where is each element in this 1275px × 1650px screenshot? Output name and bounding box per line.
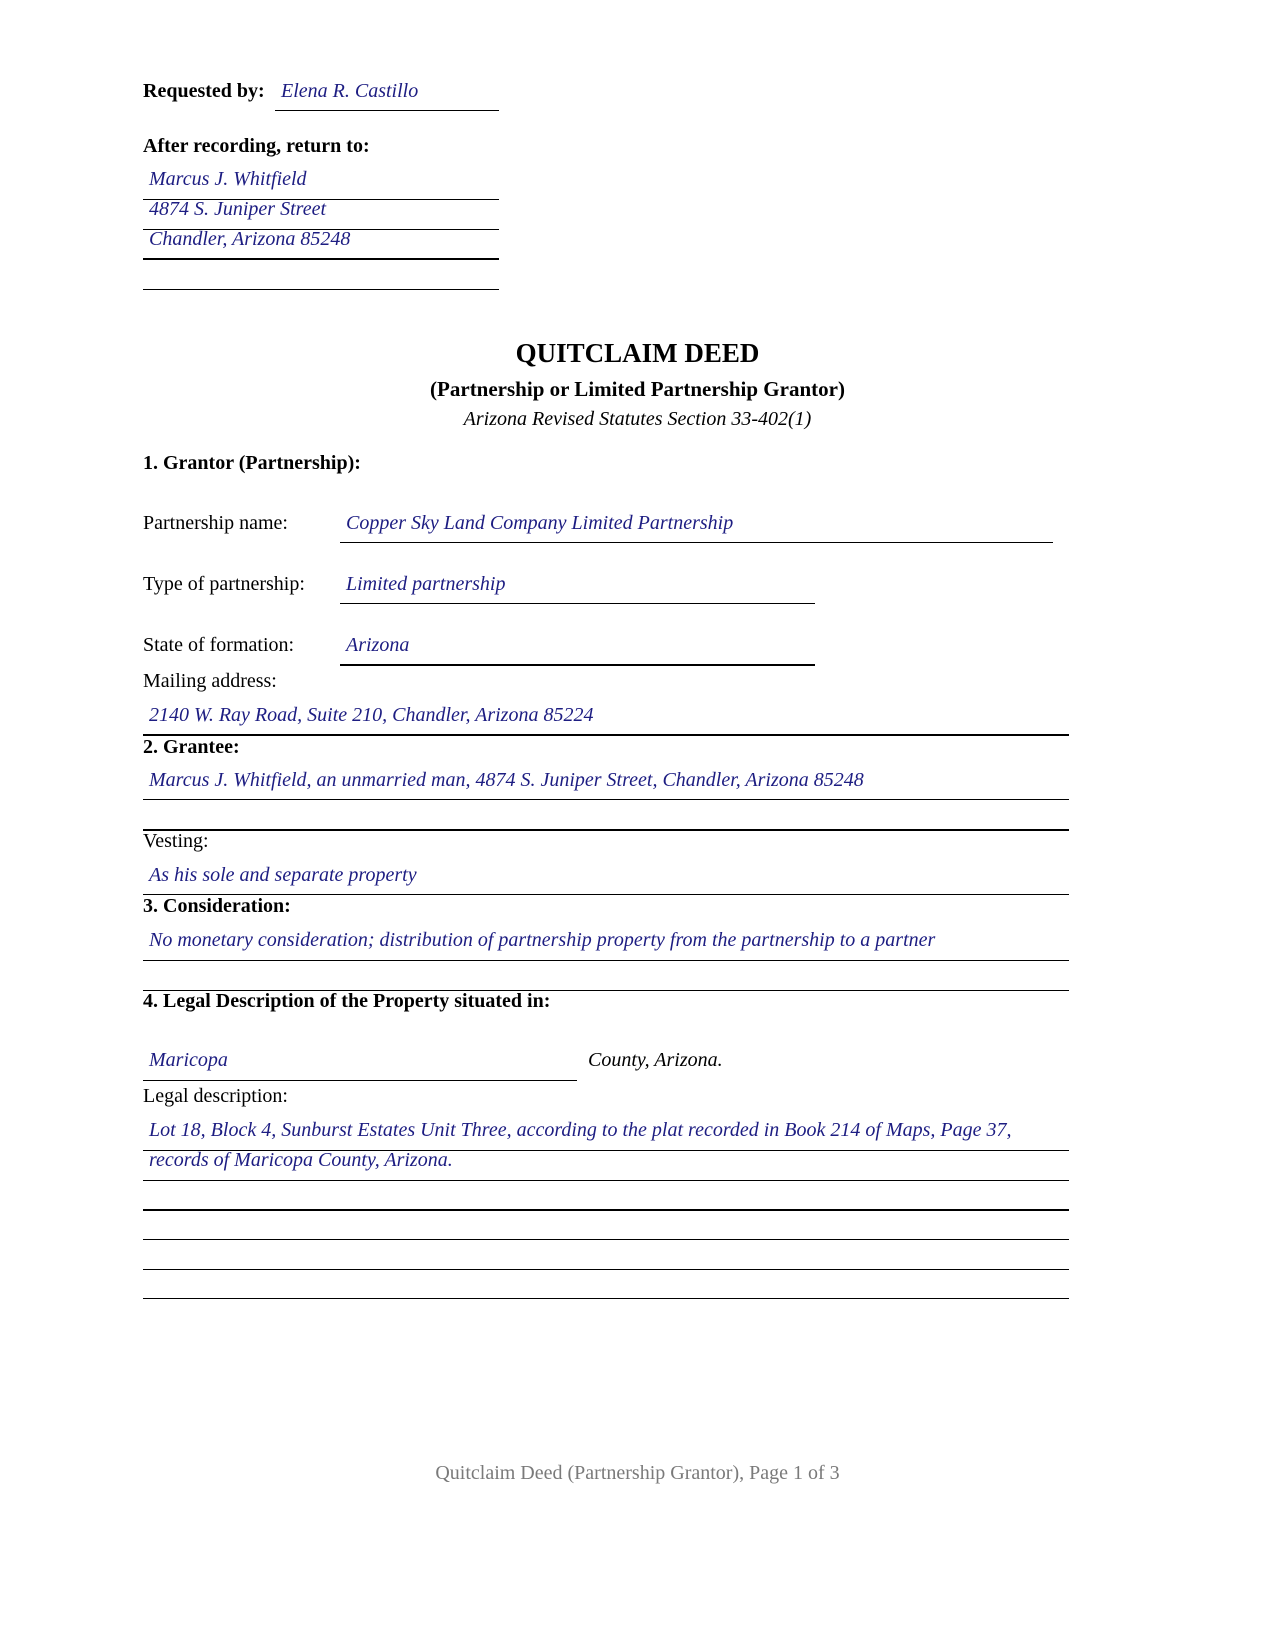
partnership-name-label: Partnership name: (143, 512, 288, 534)
legal-rule-4 (143, 1239, 1069, 1240)
legal-rule-2 (143, 1180, 1069, 1181)
requested-by-label: Requested by: (143, 80, 265, 102)
legal-line-1[interactable]: Lot 18, Block 4, Sunburst Estates Unit Three, according to the plat recorded in Book 214 of Maps, Page 37, (149, 1119, 1012, 1141)
legal-description-heading: 4. Legal Description of the Property situated in: (143, 990, 551, 1012)
partnership-name-field[interactable]: Copper Sky Land Company Limited Partnership (346, 512, 734, 534)
mailing-address-label: Mailing address: (143, 670, 277, 692)
legal-rule-5 (143, 1269, 1069, 1270)
return-line-3[interactable]: Chandler, Arizona 85248 (149, 228, 351, 250)
partnership-type-field[interactable]: Limited partnership (346, 573, 506, 595)
return-line-2[interactable]: 4874 S. Juniper Street (149, 198, 327, 220)
page-footer: Quitclaim Deed (Partnership Grantor), Page 1 of 3 (435, 1462, 840, 1484)
partnership-type-label: Type of partnership: (143, 573, 305, 595)
county-suffix: County, Arizona. (588, 1049, 723, 1071)
grantee-rule-2 (143, 829, 1069, 831)
return-line-1[interactable]: Marcus J. Whitfield (149, 168, 307, 190)
grantee-rule-1 (143, 799, 1069, 800)
return-rule-3 (143, 258, 499, 260)
legal-line-2[interactable]: records of Maricopa County, Arizona. (149, 1149, 453, 1171)
mailing-address-field[interactable]: 2140 W. Ray Road, Suite 210, Chandler, Arizona 85224 (149, 704, 594, 726)
grantor-heading: 1. Grantor (Partnership): (143, 452, 361, 474)
legal-description-label: Legal description: (143, 1085, 288, 1107)
legal-rule-3 (143, 1209, 1069, 1211)
document-title: QUITCLAIM DEED (515, 338, 760, 368)
partnership-type-line (340, 603, 815, 604)
document-subtitle: (Partnership or Limited Partnership Grantor) (430, 377, 845, 401)
requested-by-line (275, 110, 499, 111)
vesting-field[interactable]: As his sole and separate property (149, 864, 417, 886)
consideration-rule-1 (143, 960, 1069, 961)
mailing-address-line (143, 734, 1069, 736)
state-of-formation-label: State of formation: (143, 634, 295, 656)
return-to-label: After recording, return to: (143, 135, 370, 157)
legal-rule-6 (143, 1298, 1069, 1299)
consideration-line-1[interactable]: No monetary consideration; distribution of partnership property from the partnership to a partner (149, 929, 936, 951)
statute-reference: Arizona Revised Statutes Section 33-402(1) (463, 408, 812, 430)
grantee-line-1[interactable]: Marcus J. Whitfield, an unmarried man, 4874 S. Juniper Street, Chandler, Arizona 85248 (149, 769, 864, 791)
partnership-name-line (340, 542, 1053, 543)
return-rule-4 (143, 289, 499, 290)
state-of-formation-line (340, 664, 815, 666)
county-line (143, 1080, 577, 1081)
county-field[interactable]: Maricopa (149, 1049, 228, 1071)
state-of-formation-field[interactable]: Arizona (346, 634, 410, 656)
grantee-heading: 2. Grantee: (143, 736, 240, 758)
consideration-heading: 3. Consideration: (143, 895, 291, 917)
vesting-label: Vesting: (143, 830, 209, 852)
requested-by-value[interactable]: Elena R. Castillo (281, 80, 419, 102)
